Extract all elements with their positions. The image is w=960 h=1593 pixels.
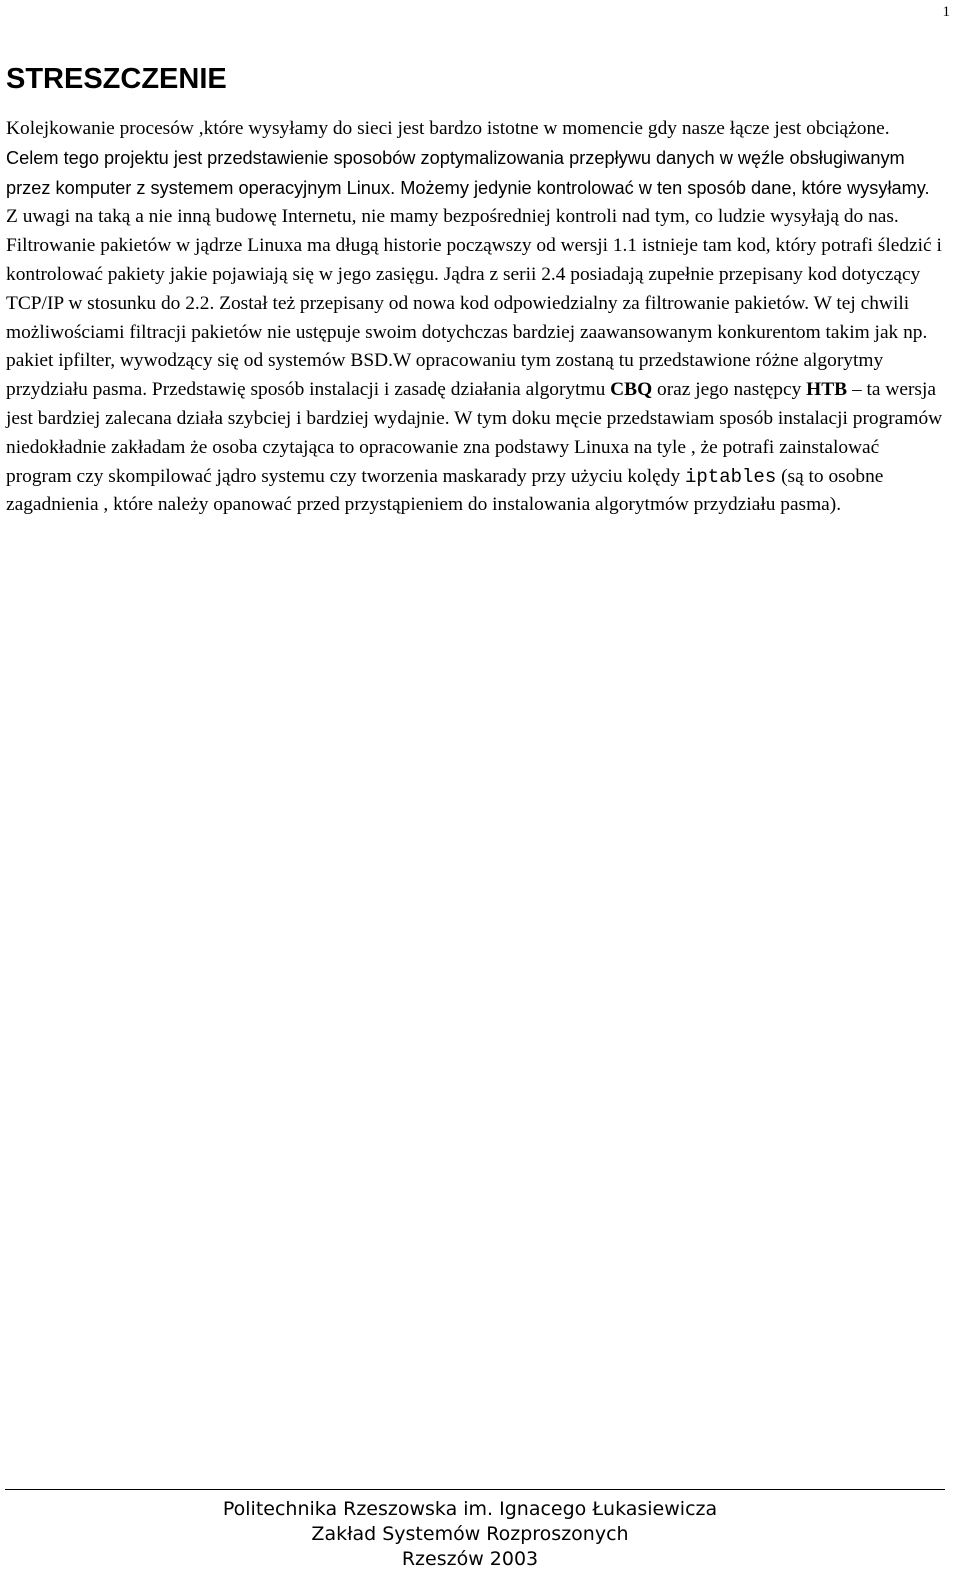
abstract-connector: oraz jego następcy [652,379,807,401]
iptables-code: iptables [685,465,777,488]
footer-divider [5,1489,945,1490]
cbq-term: CBQ [610,379,653,401]
footer-university: Politechnika Rzeszowska im. Ignacego Łukasiewicza [222,1498,718,1520]
abstract-sentence-1: Kolejkowanie procesów ,które wysyłamy do sieci jest bardzo istotne w momencie gdy nasze łącze jest obciążone. [6,118,890,139]
abstract-ending: (są to osobne zagadnienia , które należy opanować przed przystąpieniem do instalowania algorytmów przydziału pasma). [6,465,884,516]
footer [5,1497,945,1572]
htb-term: HTB [806,379,848,401]
footer-place-year: Rzeszów 2003 [401,1548,539,1570]
abstract-continuation: – ta wersja jest bardziej zalecana działa szybciej i bardziej wydajnie. W tym doku męcie przedstawiam sposób instalacji programów niedokładnie zakładam że osoba czytająca to opracowanie zna podstawy Linuxa na tyle , że potrafi zainstalować program czy skompilować jądro systemu czy tworzenia maskarady przy użyciu kolędy [6,379,943,487]
abstract-body: Z uwagi na taką a nie inną budowę Internetu, nie mamy bezpośredniej kontroli nad tym, co ludzie wysyłają do nas. Filtrowanie pakietów w jądrze Linuxa ma długą historie począwszy od wersji 1.1 istnieje tam kod, który potrafi śledzić i kontrolować pakiety jakie pojawiają się w jego zasięgu. Jądra z serii 2.4 posiadają zupełnie przepisany kod dotyczący TCP/IP w stosunku do 2.2. Został też przepisany od nowa kod odpowiedzialny za filtrowanie pakietów. W tej chwili możliwościami filtracji pakietów nie ustępuje swoim dotychczas bardziej zaawansowanym konkurentom takim jak np. pakiet ipfilter, wywodzący się od systemów BSD.W opracowaniu tym zostaną tu przedstawione różne algorytmy przydziału pasma. Przedstawię sposób instalacji i zasadę działania algorytmu [6,206,942,401]
abstract-paragraph [6,114,946,520]
abstract-sentence-2: Celem tego projektu jest przedstawienie sposobów zoptymalizowania przepływu danych w węźle obsługiwanym przez komputer z systemem operacyjnym Linux. Możemy jedynie kontrolować w ten sposób dane, które wysyłamy. [6,147,930,198]
footer-department: Zakład Systemów Rozproszonych [311,1523,629,1545]
page-number: 1 [942,4,950,20]
page-title: STRESZCZENIE [6,63,227,95]
